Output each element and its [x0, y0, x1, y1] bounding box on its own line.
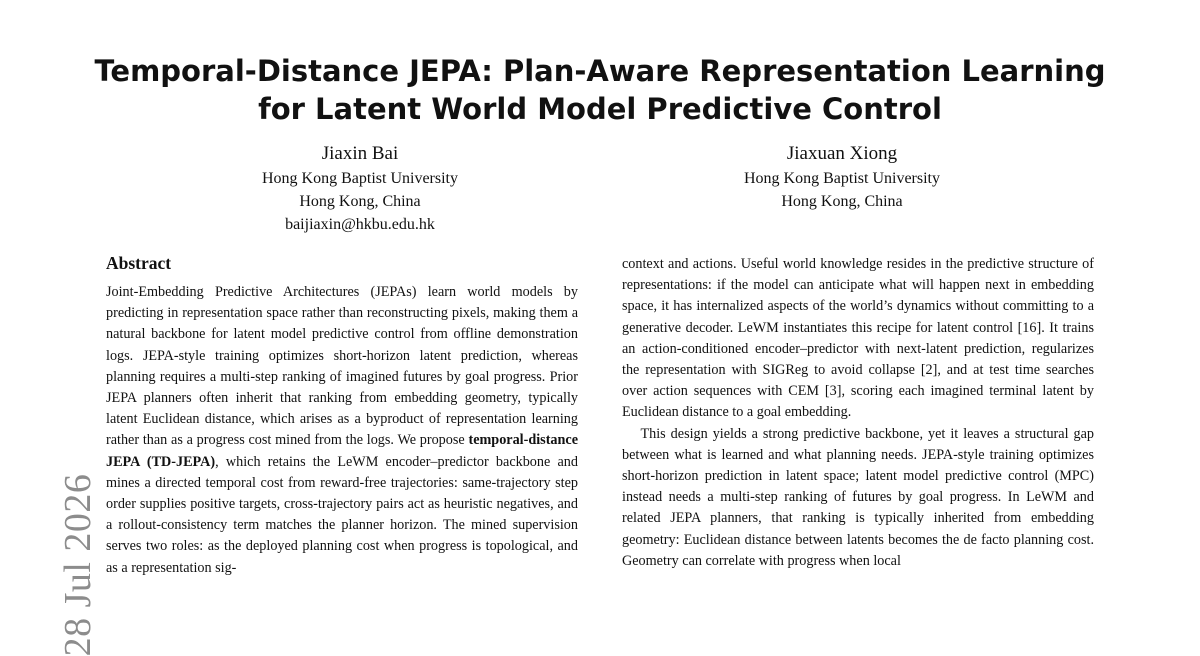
author-location: Hong Kong, China	[781, 193, 903, 210]
author-name: Jiaxin Bai	[321, 143, 399, 164]
margin-date-stamp: 28 Jul 2026	[57, 473, 99, 656]
right-column	[622, 254, 1094, 572]
abstract-text-end: , which retains the LeWM encoder–predictor backbone and mines a directed temporal cost from reward-free trajectories: same-trajectory step order supplies positive targets, cross-trajectory pairs act as heuristic negatives, and a rollout-consistency term matches the planner horizon. The mined supervision serves two roles: as the deployed planning cost when progress is topological, and as a representation sig-	[106, 453, 578, 576]
author-location: Hong Kong, China	[299, 193, 421, 210]
author-affiliation: Hong Kong Baptist University	[744, 170, 940, 187]
left-column	[106, 251, 578, 579]
author-affiliation: Hong Kong Baptist University	[262, 170, 458, 187]
abstract-paragraph	[106, 282, 578, 579]
paper-title	[60, 52, 1140, 128]
author-name: Jiaxuan Xiong	[786, 143, 898, 164]
body-paragraph-2: This design yields a strong predictive backbone, yet it leaves a structural gap between what is learned and what planning needs. JEPA-style training optimizes short-horizon prediction in latent space; latent model predictive control (MPC) instead needs a multi-step ranking of futures by goal progress. In LeWM and related JEPA planners, that ranking is typically inherited from embedding geometry: Euclidean distance between latents becomes the de facto planning cost. Geometry can correlate with progress when local	[622, 425, 1094, 569]
abstract-bold-term: temporal-distance JEPA (TD-JEPA)	[106, 432, 579, 470]
author-block-1	[160, 141, 560, 236]
abstract-heading: Abstract	[106, 253, 172, 273]
paper-title-line-2: for Latent World Model Predictive Control	[258, 92, 942, 126]
body-paragraph-1: context and actions. Useful world knowledge resides in the predictive structure of representations: if the model can anticipate what will happen next in embedding space, it has internalized aspects of the world’s dynamics without committing to a generative decoder. LeWM instantiates this recipe for latent control [16]. It trains an action-conditioned encoder–predictor with next-latent prediction, regularizes the representation with SIGReg to avoid collapse [2], and at test time searches over action sequences with CEM [3], scoring each imagined terminal latent by Euclidean distance to a goal embedding.	[622, 256, 1094, 421]
author-block-2	[642, 141, 1042, 213]
author-email: baijiaxin@hkbu.edu.hk	[285, 216, 435, 233]
paper-title-line-1: Temporal-Distance JEPA: Plan-Aware Representation Learning	[94, 54, 1106, 88]
abstract-text-start: Joint-Embedding Predictive Architectures (JEPAs) learn world models by predicting in representation space rather than reconstructing pixels, making them a natural backbone for latent model predictive control from offline demonstration logs. JEPA-style training optimizes short-horizon latent prediction, whereas planning requires a multi-step ranking of imagined futures by goal progress. Prior JEPA planners often inherit that ranking from embedding geometry, typically latent Euclidean distance, which arises as a byproduct of representation learning rather than as a progress cost mined from the logs. We propose	[106, 284, 578, 449]
